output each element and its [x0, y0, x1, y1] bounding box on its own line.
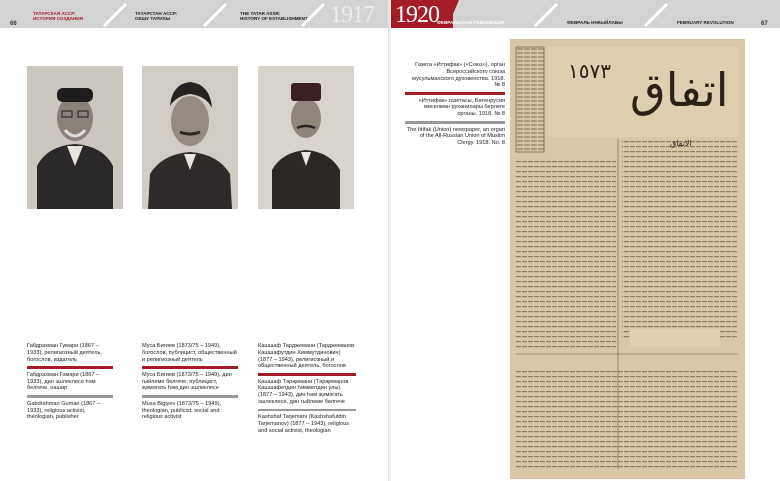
newspaper-image: [510, 39, 745, 479]
divider-red: [27, 366, 113, 369]
caption-ru: Муса Бигиев (1873/75 – 1949), богослов, публицист, общественный и религиозный деятель: [142, 343, 237, 363]
divider-red: [405, 92, 505, 95]
caption-en: The Ittifak (Union) newspaper, an organ of the All-Russian Union of Muslim Clergy. 1918. No. 8: [406, 126, 505, 147]
newspaper-issue-number: ١٥٧٣: [568, 59, 611, 83]
header-segment-1: ФЕВРАЛЬСКАЯ РЕВОЛЮЦИЯ: [437, 20, 505, 25]
caption-en: Musa Bigiyev (1873/75 – 1949), theologian, publicist, social and religious activist: [142, 400, 221, 421]
header-slash-icon: [100, 0, 128, 28]
caption-gumari: [27, 343, 113, 421]
caption-tarjemani: [258, 343, 356, 435]
header-slash-icon: [200, 0, 228, 28]
year-label-left: 1917: [330, 2, 374, 28]
divider-gray: [405, 121, 505, 124]
year-label-right: 1920: [395, 2, 439, 28]
caption-ittifak: [405, 62, 505, 147]
page-number-right: 67: [761, 21, 768, 27]
portrait-tarjemani: [258, 66, 354, 209]
caption-tt: Габдрахман Гомәри (1867 – 1933), дин эшлеклесе һәм белгече, нашир: [27, 371, 100, 392]
newspaper-subtitle: الاتفاق: [670, 139, 692, 148]
header-segment-2: ТАТАРСТАН АССР: ОЕШУ ТАРИХЫ: [135, 11, 178, 22]
right-page: [391, 0, 780, 481]
caption-ru: Газета «Иттифак» («Союз»), орган Всероссийского союза мусульманского духовенства. 1918. № 8: [412, 62, 505, 89]
header-slash-icon: [641, 0, 669, 28]
portrait-bigiyev: [142, 66, 238, 209]
divider-gray: [27, 395, 113, 398]
divider-red: [258, 373, 356, 376]
header-segment-1: ТАТАРСКАЯ АССР: ИСТОРИЯ СОЗДАНИЯ: [33, 11, 83, 22]
left-header: [0, 0, 389, 28]
page-number-left: 66: [10, 21, 17, 27]
header-slash-icon: [531, 0, 559, 28]
caption-ru: Кашшаф Тарджемани (Тарджеманов Кашшафутдин Химмутдинович) (1877 – 1943), религиозный и общественный деятель, богослов: [258, 343, 355, 370]
header-segment-3: FEBRUARY REVOLUTION: [677, 20, 734, 25]
divider-red: [142, 366, 238, 369]
caption-en: Kashshaf Tarjemani (Kashshafutdin Tarjemanov) (1877 – 1943), religious and social activist, theologian: [258, 414, 350, 434]
header-segment-2: ФЕВРАЛЬ ИНКЫЙЛАБЫ: [567, 20, 623, 25]
divider-gray: [258, 409, 356, 412]
left-page: [0, 0, 389, 481]
right-header: [391, 0, 780, 28]
header-slash-icon: [298, 0, 326, 28]
caption-tt: «Иттифак» газетасы, Бөтенрусия мөселман руханилары берлеге органы. 1918. № 8: [418, 97, 505, 118]
caption-tt: Муса Бигиев (1873/75 – 1949), дин гыйлеме белгече, публицист, җәмәгать һәм дин эшлеклесе: [142, 371, 232, 392]
header-segment-3: THE TATAR ASSR: HISTORY OF ESTABLISHMENT: [240, 11, 308, 22]
portrait-gumari: [27, 66, 123, 209]
newspaper-masthead: اتفاق: [630, 63, 729, 117]
caption-ru: Габдрахман Гумари (1867 – 1933), религиозный деятель, богослов, издатель: [27, 343, 102, 363]
caption-bigiyev: [142, 343, 238, 421]
divider-gray: [142, 395, 238, 398]
caption-tt: Кашшаф Тәрҗемани (Тәрҗеманов Кашшафетдин Һиммәтдин улы) (1877 – 1943), дин һәм җәмәгать эшлеклесе, дин гыйлеме белгече: [258, 378, 349, 406]
caption-en: Gabdrahman Gumari (1867 – 1933), religious activist, theologian, publisher: [27, 400, 101, 421]
